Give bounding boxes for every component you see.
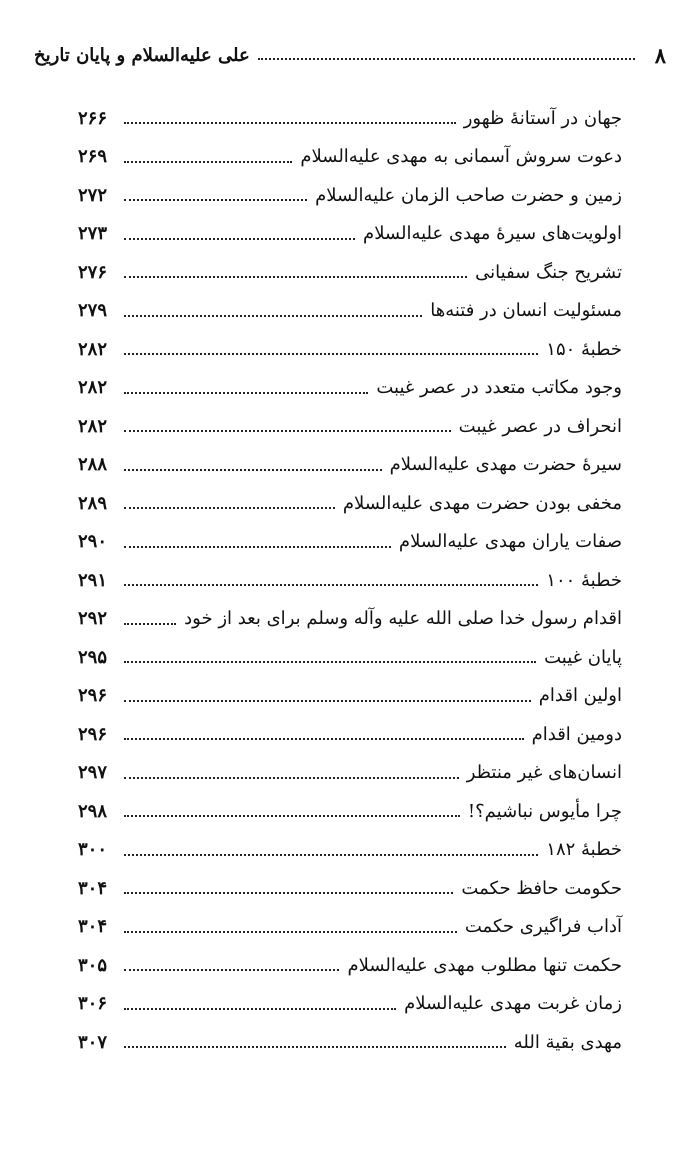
toc-entry [78,715,622,754]
toc-entry-page-number: ۳۰۴ [78,916,108,938]
toc-entry-page-number: ۲۹۰ [78,531,108,553]
toc-entry-title: زمین و حضرت صاحب الزمان عليه‌السلام [315,184,622,206]
toc-entry-page-number: ۲۹۲ [78,608,108,630]
toc-dot-leader [124,353,538,355]
toc-dot-leader [124,661,536,663]
toc-entry-page-number: ۲۷۳ [78,223,108,245]
toc-entry-page-number: ۲۹۷ [78,762,108,784]
toc-dot-leader [124,700,531,702]
toc-entry [78,292,622,331]
toc-dot-leader [124,546,391,548]
toc-dot-leader [124,238,355,240]
toc-dot-leader [124,969,339,971]
book-title: علی عليه‌السلام و پایان تاریخ [34,44,250,66]
toc-dot-leader [124,430,451,432]
toc-entry [78,176,622,215]
toc-dot-leader [124,738,524,740]
toc-entry-title: خطبهٔ ۱۵۰ [546,338,622,360]
toc-entry-title: جهان در آستانهٔ ظهور [463,107,622,129]
toc-entry-page-number: ۲۹۵ [78,646,108,668]
toc-dot-leader [124,777,459,779]
toc-entry-page-number: ۲۸۹ [78,492,108,514]
toc-entry-title: تشریح جنگ سفیانی [475,261,622,283]
toc-entry-page-number: ۲۹۱ [78,569,108,591]
toc-entry [78,946,622,985]
toc-entry [78,677,622,716]
toc-dot-leader [124,122,456,124]
toc-entry-page-number: ۲۷۹ [78,300,108,322]
toc-entry-title: اولین اقدام [538,685,622,707]
header-dot-leader [258,58,635,60]
toc-entry [78,869,622,908]
running-header [34,38,666,72]
toc-entry-title: وجود مکاتب متعدد در عصر غیبت [376,377,622,399]
toc-entry-title: حکومت حافظ حکمت [461,877,622,899]
toc-dot-leader [124,623,176,625]
toc-entry-title: آداب فراگیری حکمت [464,916,622,938]
toc-entry-page-number: ۲۸۲ [78,415,108,437]
toc-entry-page-number: ۳۰۵ [78,954,108,976]
toc-entry [78,561,622,600]
toc-entry-page-number: ۲۹۸ [78,800,108,822]
toc-entry-title: زمان غربت مهدی عليه‌السلام [404,993,622,1015]
toc-entry-title: پایان غیبت [544,646,622,668]
toc-entry-title: اولویت‌های سیرهٔ مهدی عليه‌السلام [363,223,622,245]
toc-entry-page-number: ۳۰۷ [78,1031,108,1053]
page-number: ۸ [654,42,666,68]
toc-entry [78,600,622,639]
toc-dot-leader [124,199,307,201]
toc-entry-page-number: ۲۹۶ [78,723,108,745]
toc-dot-leader [124,892,453,894]
toc-entry-page-number: ۲۸۲ [78,338,108,360]
toc-dot-leader [124,276,467,278]
toc-entry [78,253,622,292]
toc-entry-title: دومین اقدام [531,723,622,745]
toc-entry-title: مسئولیت انسان در فتنه‌ها [430,300,622,322]
toc-entry-title: چرا مأیوس نباشیم؟! [467,800,622,822]
toc-entry-page-number: ۲۸۲ [78,377,108,399]
toc-dot-leader [124,315,422,317]
toc-dot-leader [124,815,460,817]
toc-entry [78,754,622,793]
toc-entry-title: سیرهٔ حضرت مهدی عليه‌السلام [389,454,622,476]
toc-dot-leader [124,507,335,509]
toc-entry [78,638,622,677]
toc-entry [78,985,622,1024]
toc-dot-leader [124,931,457,933]
toc-entry [78,792,622,831]
toc-entry-title: انحراف در عصر غیبت [458,415,622,437]
toc-entry [78,1023,622,1062]
table-of-contents [78,99,622,1062]
toc-entry-page-number: ۲۹۶ [78,685,108,707]
toc-entry-title: دعوت سروش آسمانی به مهدی عليه‌السلام [300,146,622,168]
toc-entry [78,407,622,446]
toc-entry [78,330,622,369]
toc-entry [78,215,622,254]
toc-entry-title: خطبهٔ ۱۸۲ [546,839,622,861]
toc-entry-title: مخفی بودن حضرت مهدی عليه‌السلام [342,492,622,514]
toc-entry [78,369,622,408]
toc-entry-page-number: ۲۷۲ [78,184,108,206]
toc-dot-leader [124,854,538,856]
toc-entry-page-number: ۲۶۹ [78,146,108,168]
toc-entry [78,831,622,870]
toc-entry [78,484,622,523]
toc-entry-page-number: ۳۰۰ [78,839,108,861]
toc-entry-page-number: ۳۰۶ [78,993,108,1015]
toc-entry-page-number: ۲۸۸ [78,454,108,476]
toc-dot-leader [124,1008,396,1010]
toc-entry-page-number: ۲۶۶ [78,107,108,129]
toc-entry-title: مهدی بقیة الله [513,1031,622,1053]
toc-entry-title: صفات یاران مهدی عليه‌السلام [398,531,622,553]
toc-entry-title: اقدام رسول خدا صلى الله عليه وآله وسلم برای بعد از خود [184,608,622,630]
toc-entry-title: خطبهٔ ۱۰۰ [546,569,622,591]
toc-dot-leader [124,469,382,471]
toc-dot-leader [124,584,538,586]
toc-dot-leader [124,1046,506,1048]
toc-entry-title: حکمت تنها مطلوب مهدی عليه‌السلام [347,954,622,976]
toc-entry [78,446,622,485]
toc-entry [78,138,622,177]
toc-entry-title: انسان‌های غیر منتظر [466,762,622,784]
toc-dot-leader [124,392,368,394]
toc-entry-page-number: ۲۷۶ [78,261,108,283]
toc-entry [78,99,622,138]
toc-entry [78,908,622,947]
toc-entry-page-number: ۳۰۴ [78,877,108,899]
toc-dot-leader [124,161,292,163]
toc-entry [78,523,622,562]
